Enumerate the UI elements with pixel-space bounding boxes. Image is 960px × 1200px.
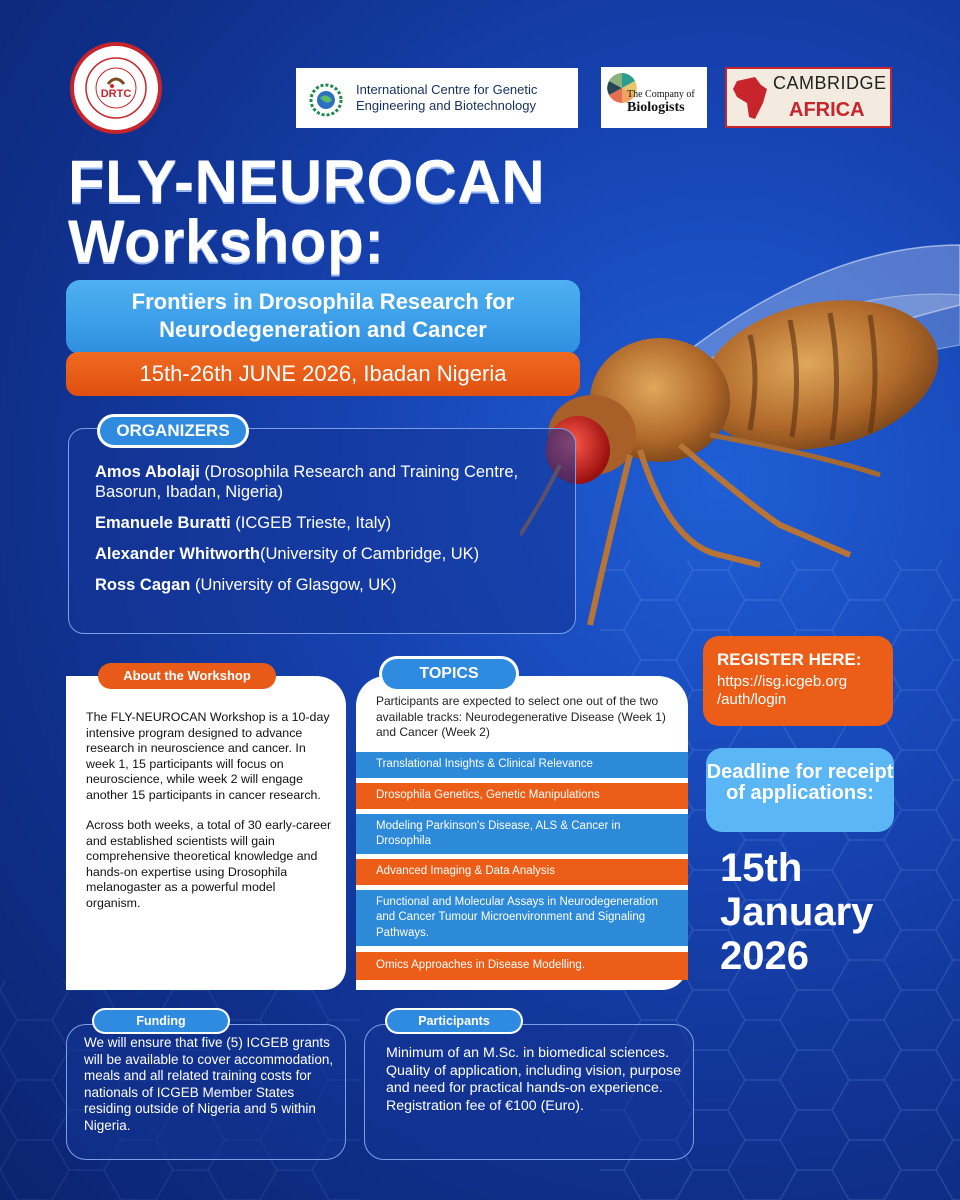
icgeb-logo: [296, 68, 578, 128]
drtc-logo: [70, 42, 162, 134]
main-title: [68, 148, 546, 275]
company-of-biologists-logo: [601, 67, 707, 128]
title-line1: FLY-NEUROCAN: [68, 148, 546, 215]
organizer-item: [95, 544, 565, 564]
register-link[interactable]: [717, 673, 893, 709]
organizer-affiliation: (ICGEB Trieste, Italy): [230, 514, 392, 532]
topic-item: Omics Approaches in Disease Modelling.: [356, 952, 688, 980]
participants-text: Minimum of an M.Sc. in biomedical sciences. Quality of application, including vision, purpose and need for practical hands-on experience. Registration fee of €100 (Euro).: [386, 1045, 681, 1114]
icgeb-line1: International Centre for Genetic: [356, 82, 538, 97]
about-paragraph-1: The FLY-NEUROCAN Workshop is a 10-day intensive program designed to advance research in neuroscience and cancer. In week 1, 15 participants will focus on neuroscience, while week 2 will engage another 15 participants in cancer research.: [86, 710, 330, 802]
cambridge-text: CAMBRIDGE: [773, 73, 887, 93]
organizer-affiliation: (Drosophila Research and Training Centre, Basorun, Ibadan, Nigeria): [95, 463, 519, 501]
africa-map-icon: [731, 73, 771, 123]
subtitle-banner: [66, 280, 580, 354]
subtitle-line2: Neurodegeneration and Cancer: [159, 317, 487, 342]
topic-item: Functional and Molecular Assays in Neurodegeneration and Cancer Tumour Microenvironment and Signaling Pathways.: [356, 890, 688, 946]
topic-item: Drosophila Genetics, Genetic Manipulations: [356, 783, 688, 809]
date-location-banner: 15th-26th JUNE 2026, Ibadan Nigeria: [66, 352, 580, 396]
deadline-month: January: [720, 890, 874, 934]
cob-line2: Biologists: [627, 100, 685, 115]
organizer-affiliation: (University of Glasgow, UK): [190, 576, 397, 594]
organizers-heading: ORGANIZERS: [100, 417, 246, 445]
organizer-name: Ross Cagan: [95, 576, 191, 594]
organizer-item: [95, 513, 565, 533]
register-panel[interactable]: [703, 636, 893, 726]
register-url-line1[interactable]: https://isg.icgeb.org: [717, 673, 848, 690]
funding-text: We will ensure that five (5) ICGEB grants will be available to cover accommodation, meals and all related training costs for nationals of ICGEB Member States residing outside of Nigeria and 5 within Nigeria.: [84, 1035, 334, 1133]
fruit-fly-illustration: [520, 225, 960, 655]
deadline-label: Deadline for receipt of applications:: [706, 748, 894, 832]
participants-heading: Participants: [387, 1010, 521, 1032]
about-heading: About the Workshop: [98, 663, 276, 689]
organizer-name: Alexander Whitworth: [95, 545, 261, 563]
drtc-label: DRTC: [100, 88, 132, 100]
organizer-name: Emanuele Buratti: [95, 514, 231, 532]
topic-item: Advanced Imaging & Data Analysis: [356, 859, 688, 885]
topics-intro: Participants are expected to select one out of the two available tracks: Neurodegenerative Disease (Week 1) and Cancer (Week 2): [376, 694, 666, 739]
organizer-item: [95, 575, 565, 595]
organizer-item: [95, 462, 565, 502]
globe-icon: [306, 76, 346, 120]
register-title: REGISTER HERE:: [717, 650, 862, 669]
subtitle-line1: Frontiers in Drosophila Research for: [131, 289, 515, 314]
organizer-affiliation: (University of Cambridge, UK): [260, 545, 480, 563]
deadline-date: [720, 846, 920, 978]
topic-item: Modeling Parkinson's Disease, ALS & Cancer in Drosophila: [356, 814, 688, 854]
icgeb-line2: Engineering and Biotechnology: [356, 98, 536, 113]
africa-text: AFRICA: [789, 99, 865, 121]
organizer-name: Amos Abolaji: [95, 463, 200, 481]
funding-heading: Funding: [94, 1010, 228, 1032]
about-paragraph-2: Across both weeks, a total of 30 early-career and established scientists will gain comprehensive theoretical knowledge and hands-on expertise using Drosophila melanogaster as a powerful model organism.: [86, 818, 332, 910]
title-line2: Workshop:: [68, 208, 385, 275]
cambridge-africa-logo: [725, 67, 892, 128]
topics-heading: TOPICS: [382, 659, 516, 689]
register-url-line2[interactable]: /auth/login: [717, 691, 787, 708]
topic-item: Translational Insights & Clinical Relevance: [356, 752, 688, 778]
deadline-day: 15th: [720, 846, 803, 890]
deadline-year: 2026: [720, 934, 809, 978]
cob-line1: The Company of: [627, 89, 695, 100]
about-text: [86, 710, 332, 926]
organizers-list: [95, 462, 565, 606]
